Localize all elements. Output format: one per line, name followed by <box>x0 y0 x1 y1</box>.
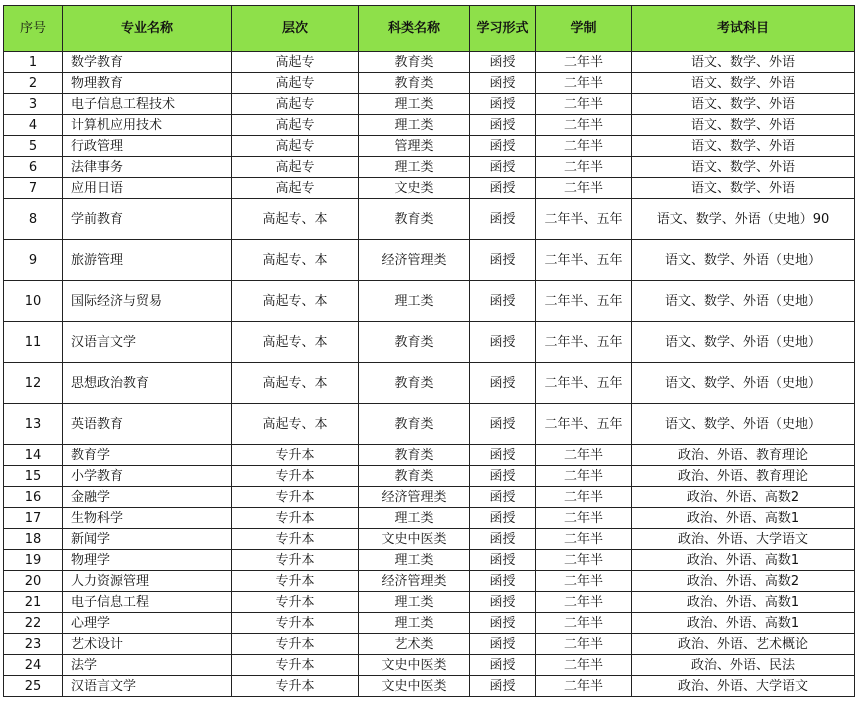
cell-duration: 二年半 <box>536 157 632 178</box>
cell-category: 理工类 <box>359 94 470 115</box>
table-row <box>4 508 855 529</box>
cell-study-mode: 函授 <box>470 52 536 73</box>
cell-subjects: 政治、外语、高数2 <box>632 571 855 592</box>
cell-seq: 9 <box>4 240 63 281</box>
cell-study-mode: 函授 <box>470 487 536 508</box>
cell-subjects: 语文、数学、外语（史地）90 <box>632 199 855 240</box>
header-major: 专业名称 <box>63 6 232 52</box>
cell-major: 计算机应用技术 <box>63 115 232 136</box>
cell-category: 经济管理类 <box>359 571 470 592</box>
cell-seq: 3 <box>4 94 63 115</box>
cell-duration: 二年半、五年 <box>536 404 632 445</box>
header-row <box>4 6 855 52</box>
cell-subjects: 语文、数学、外语（史地） <box>632 322 855 363</box>
cell-level: 专升本 <box>232 613 359 634</box>
table-row <box>4 592 855 613</box>
cell-seq: 8 <box>4 199 63 240</box>
cell-study-mode: 函授 <box>470 508 536 529</box>
cell-subjects: 语文、数学、外语 <box>632 136 855 157</box>
cell-subjects: 政治、外语、教育理论 <box>632 466 855 487</box>
cell-major: 心理学 <box>63 613 232 634</box>
table-row <box>4 613 855 634</box>
cell-level: 专升本 <box>232 529 359 550</box>
cell-duration: 二年半 <box>536 571 632 592</box>
cell-study-mode: 函授 <box>470 445 536 466</box>
cell-major: 国际经济与贸易 <box>63 281 232 322</box>
table-row <box>4 157 855 178</box>
cell-level: 高起专 <box>232 178 359 199</box>
table-row <box>4 655 855 676</box>
cell-major: 生物科学 <box>63 508 232 529</box>
cell-major: 金融学 <box>63 487 232 508</box>
cell-category: 文史中医类 <box>359 529 470 550</box>
cell-study-mode: 函授 <box>470 571 536 592</box>
cell-study-mode: 函授 <box>470 404 536 445</box>
cell-study-mode: 函授 <box>470 655 536 676</box>
cell-duration: 二年半、五年 <box>536 199 632 240</box>
cell-major: 应用日语 <box>63 178 232 199</box>
table-row <box>4 571 855 592</box>
table-row <box>4 363 855 404</box>
cell-duration: 二年半 <box>536 136 632 157</box>
cell-level: 专升本 <box>232 445 359 466</box>
cell-level: 高起专、本 <box>232 363 359 404</box>
cell-major: 法律事务 <box>63 157 232 178</box>
cell-level: 高起专、本 <box>232 281 359 322</box>
cell-major: 教育学 <box>63 445 232 466</box>
cell-study-mode: 函授 <box>470 199 536 240</box>
cell-level: 专升本 <box>232 655 359 676</box>
cell-major: 新闻学 <box>63 529 232 550</box>
cell-seq: 12 <box>4 363 63 404</box>
cell-level: 高起专 <box>232 157 359 178</box>
cell-category: 教育类 <box>359 199 470 240</box>
cell-major: 艺术设计 <box>63 634 232 655</box>
cell-category: 经济管理类 <box>359 487 470 508</box>
cell-category: 理工类 <box>359 281 470 322</box>
cell-category: 文史类 <box>359 178 470 199</box>
cell-study-mode: 函授 <box>470 592 536 613</box>
cell-category: 教育类 <box>359 52 470 73</box>
cell-duration: 二年半 <box>536 529 632 550</box>
cell-major: 小学教育 <box>63 466 232 487</box>
table-row <box>4 240 855 281</box>
cell-duration: 二年半 <box>536 655 632 676</box>
cell-level: 高起专 <box>232 94 359 115</box>
cell-duration: 二年半 <box>536 508 632 529</box>
cell-seq: 19 <box>4 550 63 571</box>
table-row <box>4 322 855 363</box>
cell-subjects: 政治、外语、大学语文 <box>632 529 855 550</box>
cell-seq: 23 <box>4 634 63 655</box>
header-duration: 学制 <box>536 6 632 52</box>
cell-subjects: 语文、数学、外语（史地） <box>632 363 855 404</box>
table-row <box>4 115 855 136</box>
cell-subjects: 政治、外语、高数1 <box>632 592 855 613</box>
cell-level: 高起专 <box>232 52 359 73</box>
cell-subjects: 语文、数学、外语（史地） <box>632 404 855 445</box>
cell-study-mode: 函授 <box>470 466 536 487</box>
cell-level: 高起专、本 <box>232 404 359 445</box>
cell-major: 物理教育 <box>63 73 232 94</box>
cell-category: 教育类 <box>359 404 470 445</box>
cell-duration: 二年半、五年 <box>536 240 632 281</box>
cell-seq: 7 <box>4 178 63 199</box>
cell-category: 经济管理类 <box>359 240 470 281</box>
cell-category: 理工类 <box>359 550 470 571</box>
cell-study-mode: 函授 <box>470 363 536 404</box>
cell-subjects: 语文、数学、外语（史地） <box>632 240 855 281</box>
cell-study-mode: 函授 <box>470 240 536 281</box>
table-row <box>4 404 855 445</box>
header-study-mode: 学习形式 <box>470 6 536 52</box>
cell-study-mode: 函授 <box>470 529 536 550</box>
cell-level: 专升本 <box>232 676 359 697</box>
cell-major: 行政管理 <box>63 136 232 157</box>
cell-seq: 25 <box>4 676 63 697</box>
table-row <box>4 634 855 655</box>
cell-study-mode: 函授 <box>470 676 536 697</box>
cell-category: 理工类 <box>359 613 470 634</box>
cell-major: 人力资源管理 <box>63 571 232 592</box>
cell-duration: 二年半 <box>536 115 632 136</box>
cell-category: 教育类 <box>359 322 470 363</box>
cell-seq: 18 <box>4 529 63 550</box>
table-row <box>4 281 855 322</box>
cell-major: 英语教育 <box>63 404 232 445</box>
cell-subjects: 政治、外语、高数1 <box>632 550 855 571</box>
cell-subjects: 语文、数学、外语 <box>632 115 855 136</box>
cell-category: 文史中医类 <box>359 655 470 676</box>
cell-level: 专升本 <box>232 487 359 508</box>
header-seq: 序号 <box>4 6 63 52</box>
cell-duration: 二年半 <box>536 613 632 634</box>
header-level: 层次 <box>232 6 359 52</box>
cell-duration: 二年半 <box>536 550 632 571</box>
cell-level: 高起专 <box>232 115 359 136</box>
table-row <box>4 487 855 508</box>
cell-level: 高起专、本 <box>232 199 359 240</box>
table-body <box>4 52 855 697</box>
cell-major: 汉语言文学 <box>63 676 232 697</box>
cell-category: 文史中医类 <box>359 676 470 697</box>
table-row <box>4 529 855 550</box>
cell-seq: 6 <box>4 157 63 178</box>
cell-subjects: 语文、数学、外语 <box>632 178 855 199</box>
cell-study-mode: 函授 <box>470 634 536 655</box>
table-row <box>4 94 855 115</box>
cell-category: 理工类 <box>359 115 470 136</box>
cell-seq: 21 <box>4 592 63 613</box>
cell-duration: 二年半 <box>536 445 632 466</box>
cell-level: 专升本 <box>232 550 359 571</box>
cell-level: 专升本 <box>232 592 359 613</box>
cell-duration: 二年半 <box>536 634 632 655</box>
cell-category: 理工类 <box>359 592 470 613</box>
cell-major: 物理学 <box>63 550 232 571</box>
table-row <box>4 73 855 94</box>
cell-duration: 二年半 <box>536 466 632 487</box>
cell-category: 教育类 <box>359 363 470 404</box>
cell-duration: 二年半 <box>536 487 632 508</box>
table-row <box>4 199 855 240</box>
cell-level: 高起专 <box>232 73 359 94</box>
cell-major: 学前教育 <box>63 199 232 240</box>
cell-study-mode: 函授 <box>470 550 536 571</box>
cell-subjects: 政治、外语、大学语文 <box>632 676 855 697</box>
cell-study-mode: 函授 <box>470 94 536 115</box>
cell-major: 电子信息工程技术 <box>63 94 232 115</box>
cell-subjects: 政治、外语、高数2 <box>632 487 855 508</box>
cell-category: 教育类 <box>359 73 470 94</box>
cell-seq: 17 <box>4 508 63 529</box>
cell-subjects: 语文、数学、外语（史地） <box>632 281 855 322</box>
cell-major: 法学 <box>63 655 232 676</box>
cell-study-mode: 函授 <box>470 178 536 199</box>
cell-category: 理工类 <box>359 157 470 178</box>
table-row <box>4 136 855 157</box>
table-row <box>4 466 855 487</box>
cell-subjects: 政治、外语、民法 <box>632 655 855 676</box>
cell-study-mode: 函授 <box>470 136 536 157</box>
table-row <box>4 445 855 466</box>
cell-study-mode: 函授 <box>470 73 536 94</box>
cell-subjects: 政治、外语、高数1 <box>632 613 855 634</box>
table-row <box>4 676 855 697</box>
header-category: 科类名称 <box>359 6 470 52</box>
cell-subjects: 语文、数学、外语 <box>632 94 855 115</box>
cell-duration: 二年半 <box>536 52 632 73</box>
cell-seq: 5 <box>4 136 63 157</box>
cell-study-mode: 函授 <box>470 613 536 634</box>
cell-study-mode: 函授 <box>470 157 536 178</box>
cell-seq: 13 <box>4 404 63 445</box>
admissions-table <box>3 5 855 697</box>
cell-subjects: 政治、外语、艺术概论 <box>632 634 855 655</box>
cell-duration: 二年半 <box>536 94 632 115</box>
cell-level: 专升本 <box>232 466 359 487</box>
header-subjects: 考试科目 <box>632 6 855 52</box>
cell-seq: 2 <box>4 73 63 94</box>
cell-seq: 14 <box>4 445 63 466</box>
cell-major: 思想政治教育 <box>63 363 232 404</box>
cell-seq: 4 <box>4 115 63 136</box>
cell-seq: 24 <box>4 655 63 676</box>
cell-level: 高起专、本 <box>232 322 359 363</box>
cell-major: 电子信息工程 <box>63 592 232 613</box>
cell-seq: 15 <box>4 466 63 487</box>
table-row <box>4 52 855 73</box>
cell-level: 专升本 <box>232 571 359 592</box>
cell-major: 数学教育 <box>63 52 232 73</box>
cell-duration: 二年半、五年 <box>536 281 632 322</box>
cell-duration: 二年半 <box>536 178 632 199</box>
cell-category: 艺术类 <box>359 634 470 655</box>
cell-study-mode: 函授 <box>470 322 536 363</box>
cell-major: 旅游管理 <box>63 240 232 281</box>
cell-duration: 二年半 <box>536 73 632 94</box>
cell-level: 高起专、本 <box>232 240 359 281</box>
cell-study-mode: 函授 <box>470 115 536 136</box>
cell-seq: 22 <box>4 613 63 634</box>
cell-subjects: 语文、数学、外语 <box>632 73 855 94</box>
table-row <box>4 178 855 199</box>
cell-subjects: 语文、数学、外语 <box>632 157 855 178</box>
cell-seq: 16 <box>4 487 63 508</box>
cell-seq: 1 <box>4 52 63 73</box>
cell-level: 专升本 <box>232 508 359 529</box>
cell-category: 理工类 <box>359 508 470 529</box>
cell-major: 汉语言文学 <box>63 322 232 363</box>
cell-study-mode: 函授 <box>470 281 536 322</box>
cell-seq: 11 <box>4 322 63 363</box>
cell-subjects: 政治、外语、教育理论 <box>632 445 855 466</box>
cell-duration: 二年半、五年 <box>536 322 632 363</box>
cell-level: 高起专 <box>232 136 359 157</box>
cell-subjects: 政治、外语、高数1 <box>632 508 855 529</box>
table-row <box>4 550 855 571</box>
cell-category: 教育类 <box>359 445 470 466</box>
cell-category: 管理类 <box>359 136 470 157</box>
cell-duration: 二年半 <box>536 676 632 697</box>
cell-seq: 10 <box>4 281 63 322</box>
cell-category: 教育类 <box>359 466 470 487</box>
cell-subjects: 语文、数学、外语 <box>632 52 855 73</box>
cell-duration: 二年半、五年 <box>536 363 632 404</box>
cell-duration: 二年半 <box>536 592 632 613</box>
cell-seq: 20 <box>4 571 63 592</box>
cell-level: 专升本 <box>232 634 359 655</box>
